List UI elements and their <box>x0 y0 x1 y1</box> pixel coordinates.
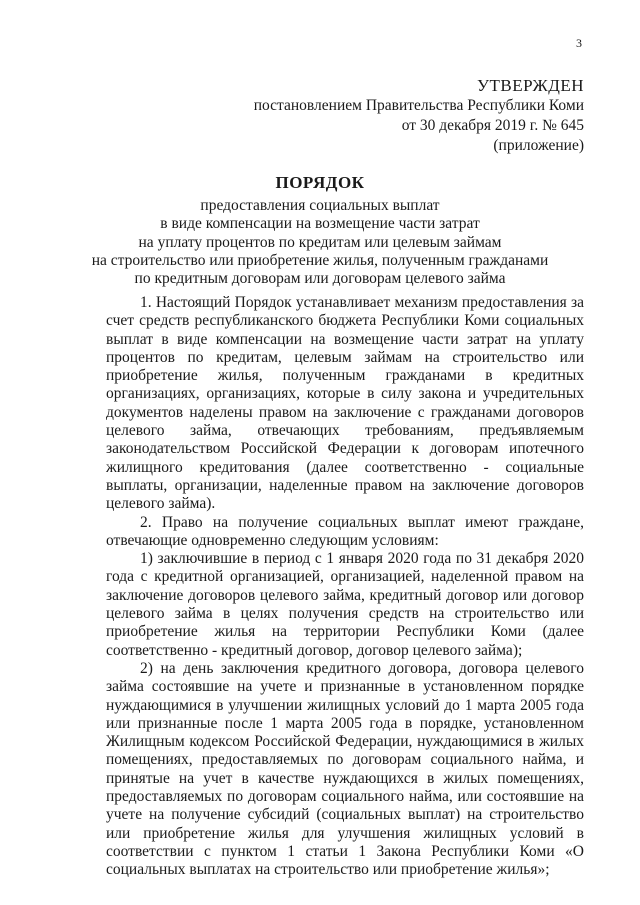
subtitle-line: предоставления социальных выплат <box>200 197 440 214</box>
approval-block <box>254 76 584 156</box>
approval-line-1: постановлением Правительства Республики Коми <box>253 97 584 114</box>
approval-heading: УТВЕРЖДЕН <box>477 76 584 95</box>
subtitle-line: в виде компенсации на возмещение части затрат <box>160 215 480 233</box>
document-title: ПОРЯДОК <box>275 173 365 192</box>
document-subtitle <box>0 197 640 288</box>
approval-line-3: (приложение) <box>493 137 584 154</box>
paragraph-1: 1. Настоящий Порядок устанавливает механизм предоставления за счет средств республиканского бюджета Республики Коми социальных выплат в виде компенсации на возмещение части затрат на уплату процентов по кредитам, целевым займам на строительство или приобретение жилья, полученным гражданами в кредитных организациях, организациях, которые в силу закона и учредительных документов наделены правом на заключение с гражданами договоров целевого займа, отвечающих требованиям, предъявляемым законодательством Российской Федерации к договорам ипотечного жилищного кредитования (далее соответственно - социальные выплаты, организации, наделенные правом на заключение договоров целевого займа). <box>106 294 584 513</box>
page-number: 3 <box>576 36 582 50</box>
approval-line-2: от 30 декабря 2019 г. № 645 <box>401 117 584 134</box>
document-body <box>106 294 584 880</box>
subtitle-line: на уплату процентов по кредитам или целевым займам <box>138 233 502 251</box>
subtitle-line: на строительство или приобретение жилья, полученным гражданами <box>91 251 549 269</box>
paragraph-2-item-2: 2) на день заключения кредитного договора, договора целевого займа состоявшие на учете и признанные в установленном порядке нуждающимися в улучшении жилищных условий до 1 марта 2005 года или признанные после 1 марта 2005 года в порядке, установленном Жилищным кодексом Российской Федерации, нуждающимися в жилых помещениях, предоставляемых по договорам социального найма, и принятые на учет в качестве нуждающихся в жилых помещениях, предоставляемых по договорам социального найма, или состоявшие на учете на получение субсидий (социальных выплат) на строительство или приобретение жилья для улучшения жилищных условий в соответствии с пунктом 1 статьи 1 Закона Республики Коми «О социальных выплатах на строительство или приобретение жилья»; <box>106 659 584 879</box>
subtitle-line: по кредитным договорам или договорам целевого займа <box>134 270 506 288</box>
paragraph-2: 2. Право на получение социальных выплат имеют граждане, отвечающие одновременно следующим условиям: <box>106 513 584 549</box>
paragraph-2-item-1: 1) заключившие в период с 1 января 2020 года по 31 декабря 2020 года с кредитной организацией, организацией, наделенной правом на заключение договоров целевого займа, кредитный договор или договор целевого займа в целях получения средств на строительство или приобретение жилья на территории Республики Коми (далее соответственно - кредитный договор, договор целевого займа); <box>106 550 584 659</box>
